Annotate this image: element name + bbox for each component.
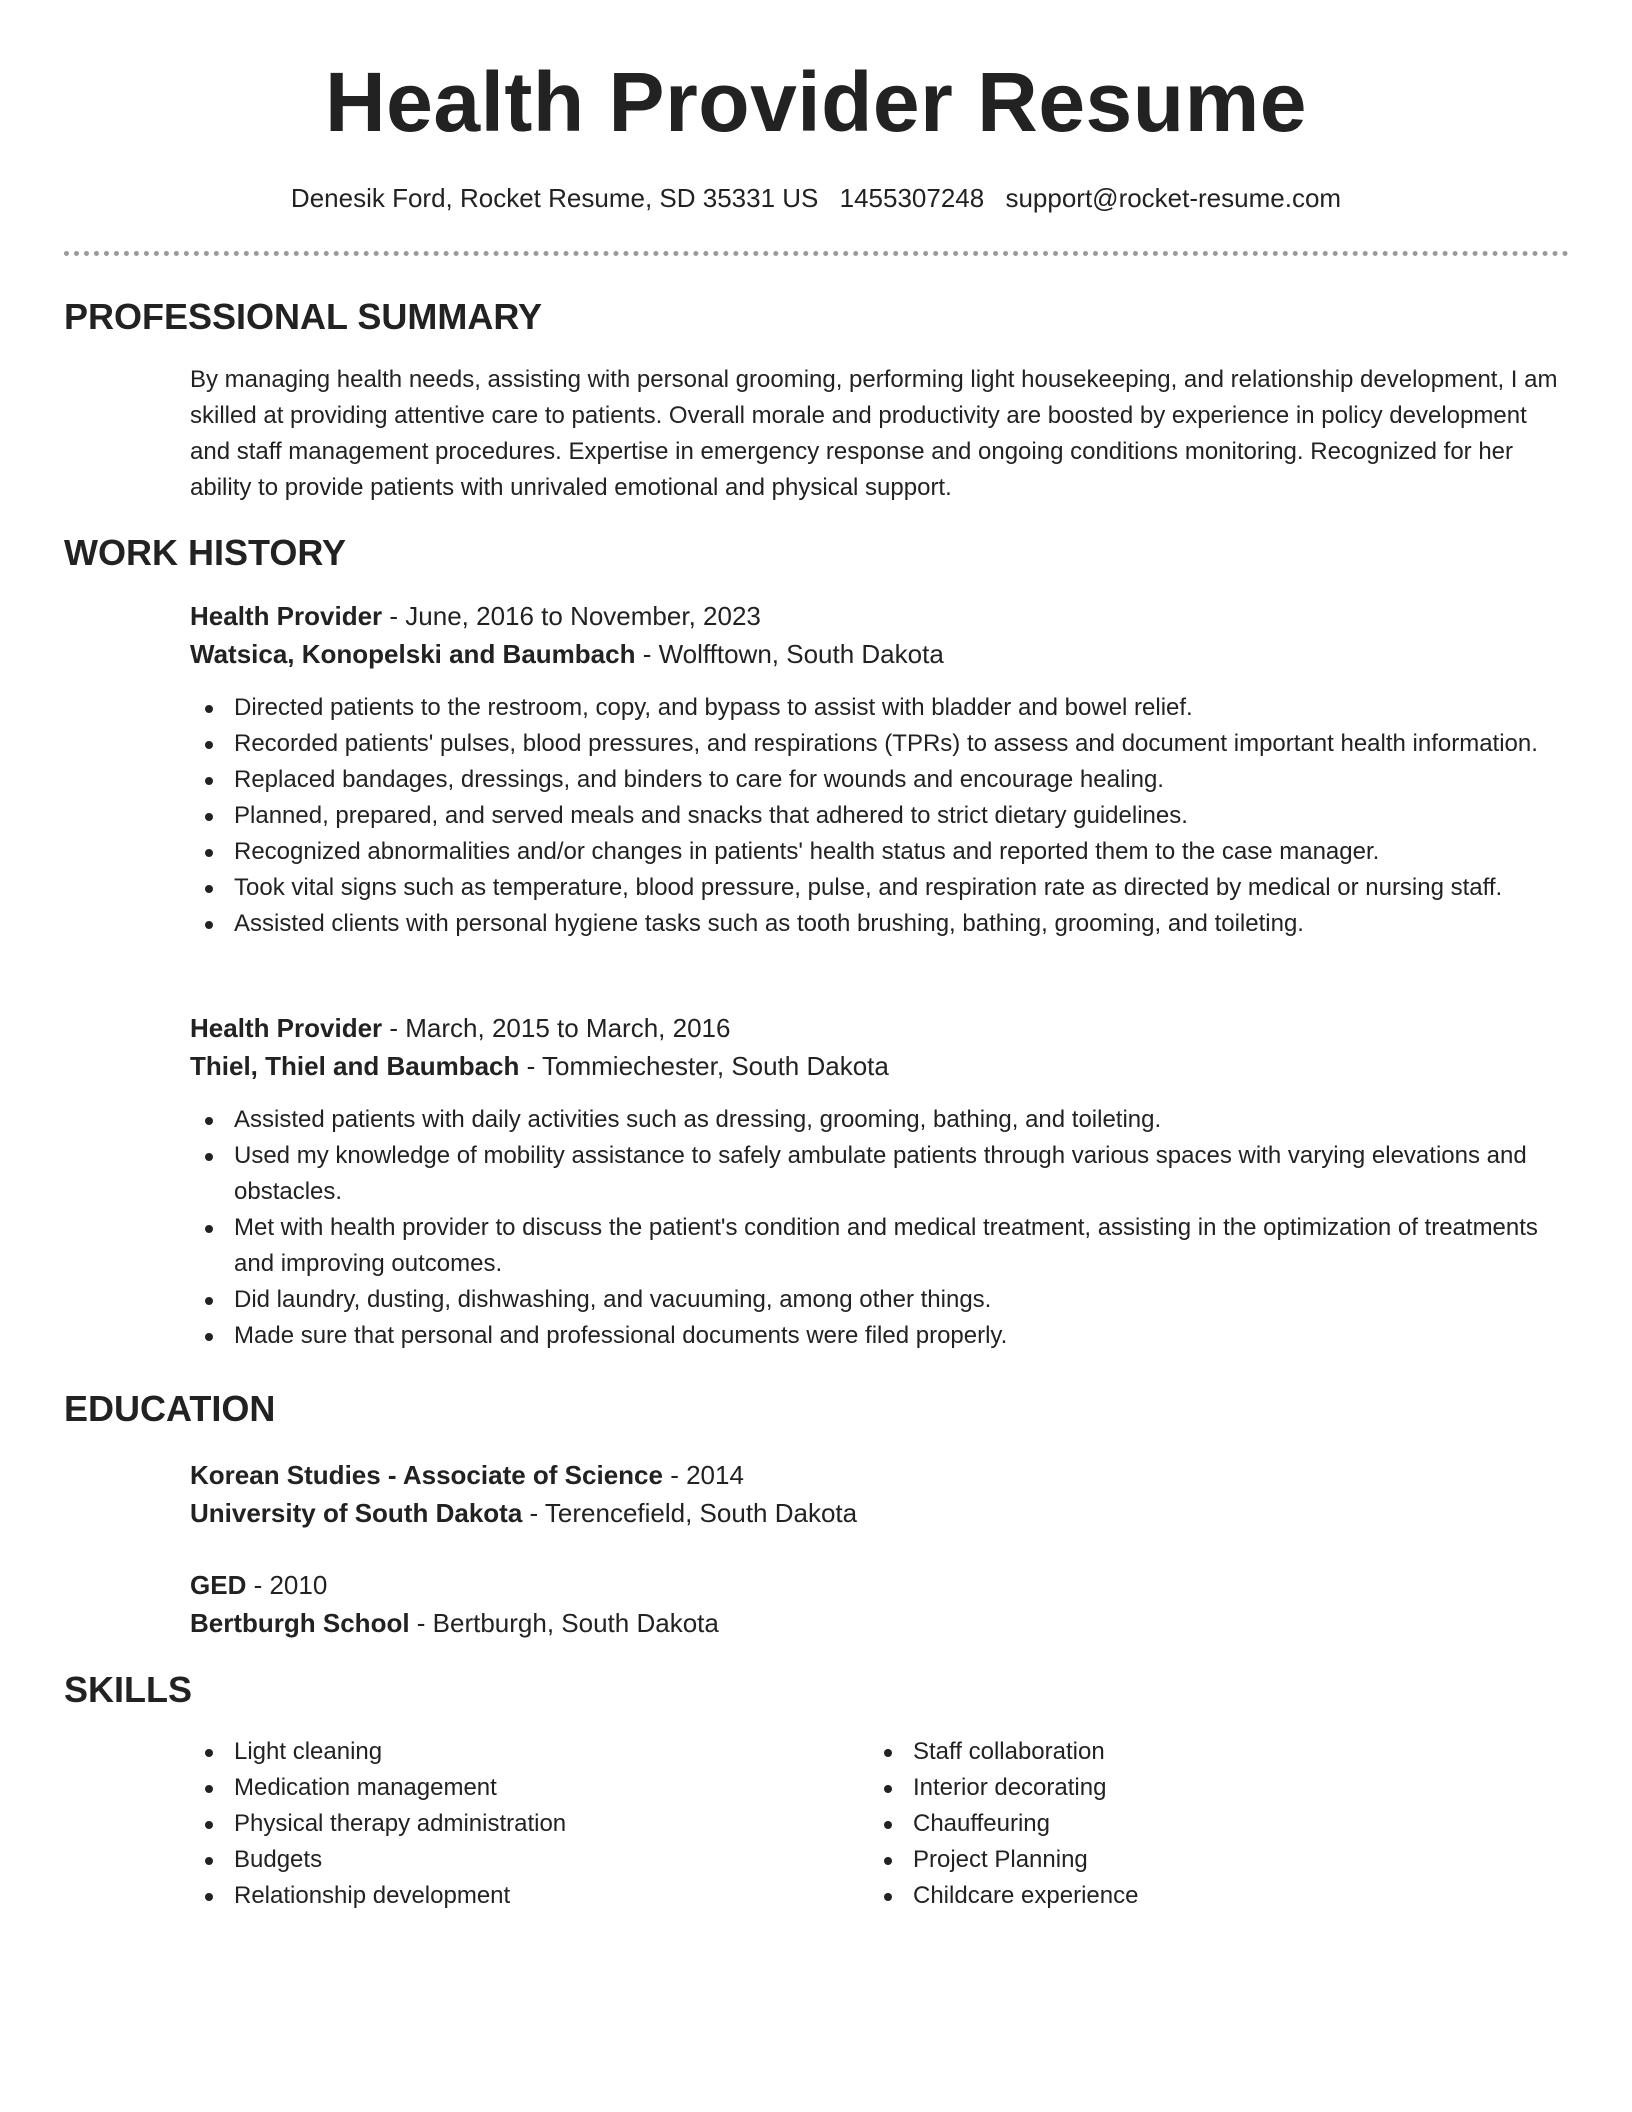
job-dates: - June, 2016 to November, 2023 [382, 601, 761, 631]
list-item: Did laundry, dusting, dishwashing, and vacuuming, among other things. [190, 1282, 1570, 1318]
education-2-school-line [190, 1604, 719, 1642]
summary-text: By managing health needs, assisting with personal grooming, performing light housekeeping, and relationship development, I am skilled at providing attentive care to patients. Overall morale and productivity are boosted by experience in policy development and staff management procedures. Expertise in emergency response and ongoing conditions monitoring. Recognized for her ability to provide patients with unrivaled emotional and physical support. [190, 366, 1558, 501]
list-item: Planned, prepared, and served meals and snacks that adhered to strict dietary guidelines. [190, 798, 1570, 834]
list-item: Relationship development [190, 1878, 870, 1914]
list-item: Physical therapy administration [190, 1806, 870, 1842]
list-item: Used my knowledge of mobility assistance to safely ambulate patients through various spaces with varying elevations and obstacles. [190, 1138, 1570, 1210]
education-school: Bertburgh School [190, 1608, 410, 1638]
list-item: Chauffeuring [869, 1806, 1549, 1842]
list-item: Replaced bandages, dressings, and binders to care for wounds and encourage healing. [190, 762, 1570, 798]
list-item: Directed patients to the restroom, copy, and bypass to assist with bladder and bowel relief. [190, 690, 1570, 726]
job-title: Health Provider [190, 1013, 383, 1043]
education-heading: EDUCATION [64, 1388, 276, 1429]
education-degree: GED [190, 1570, 247, 1600]
skills-left-list [190, 1734, 870, 1914]
skills-heading: SKILLS [64, 1669, 193, 1710]
job-company: Watsica, Konopelski and Baumbach [190, 639, 636, 669]
job-location: - Wolfftown, South Dakota [635, 639, 944, 669]
job-title: Health Provider [190, 601, 383, 631]
list-item: Met with health provider to discuss the patient's condition and medical treatment, assisting in the optimization of treatments and improving outcomes. [190, 1210, 1570, 1282]
list-item: Made sure that personal and professional documents were filed properly. [190, 1318, 1570, 1354]
education-location: - Terencefield, South Dakota [522, 1498, 858, 1528]
resume-title: Health Provider Resume [324, 55, 1307, 149]
header-divider [64, 251, 1569, 256]
job-2-company-line [190, 1047, 889, 1085]
list-item: Took vital signs such as temperature, blood pressure, pulse, and respiration rate as directed by medical or nursing staff. [190, 870, 1570, 906]
contact-line [0, 180, 1632, 216]
job-1-title-line [190, 597, 761, 635]
education-year: - 2010 [246, 1570, 328, 1600]
education-school: University of South Dakota [190, 1498, 523, 1528]
list-item: Childcare experience [869, 1878, 1549, 1914]
job-dates: - March, 2015 to March, 2016 [382, 1013, 731, 1043]
job-2-title-line [190, 1009, 730, 1047]
list-item: Budgets [190, 1842, 870, 1878]
list-item: Assisted patients with daily activities such as dressing, grooming, bathing, and toileting. [190, 1102, 1570, 1138]
education-degree: Korean Studies - Associate of Science [190, 1460, 663, 1490]
education-year: - 2014 [662, 1460, 744, 1490]
list-item: Medication management [190, 1770, 870, 1806]
job-2-bullets [190, 1102, 1570, 1354]
skills-right-list [869, 1734, 1549, 1914]
list-item: Light cleaning [190, 1734, 870, 1770]
list-item: Interior decorating [869, 1770, 1549, 1806]
list-item: Assisted clients with personal hygiene tasks such as tooth brushing, bathing, grooming, and toileting. [190, 906, 1570, 942]
summary-heading: PROFESSIONAL SUMMARY [64, 296, 543, 337]
list-item: Project Planning [869, 1842, 1549, 1878]
list-item: Staff collaboration [869, 1734, 1549, 1770]
list-item: Recorded patients' pulses, blood pressures, and respirations (TPRs) to assess and document important health information. [190, 726, 1570, 762]
education-1-degree-line [190, 1456, 744, 1494]
contact-email: support@rocket-resume.com [1005, 183, 1342, 213]
list-item: Recognized abnormalities and/or changes in patients' health status and reported them to the case manager. [190, 834, 1570, 870]
education-location: - Bertburgh, South Dakota [409, 1608, 719, 1638]
contact-phone: 1455307248 [839, 183, 985, 213]
job-1-bullets [190, 690, 1570, 942]
work-history-heading: WORK HISTORY [64, 532, 347, 573]
job-location: - Tommiechester, South Dakota [519, 1051, 889, 1081]
job-company: Thiel, Thiel and Baumbach [190, 1051, 520, 1081]
education-1-school-line [190, 1494, 857, 1532]
job-1-company-line [190, 635, 944, 673]
education-2-degree-line [190, 1566, 327, 1604]
contact-address: Denesik Ford, Rocket Resume, SD 35331 US [290, 183, 819, 213]
